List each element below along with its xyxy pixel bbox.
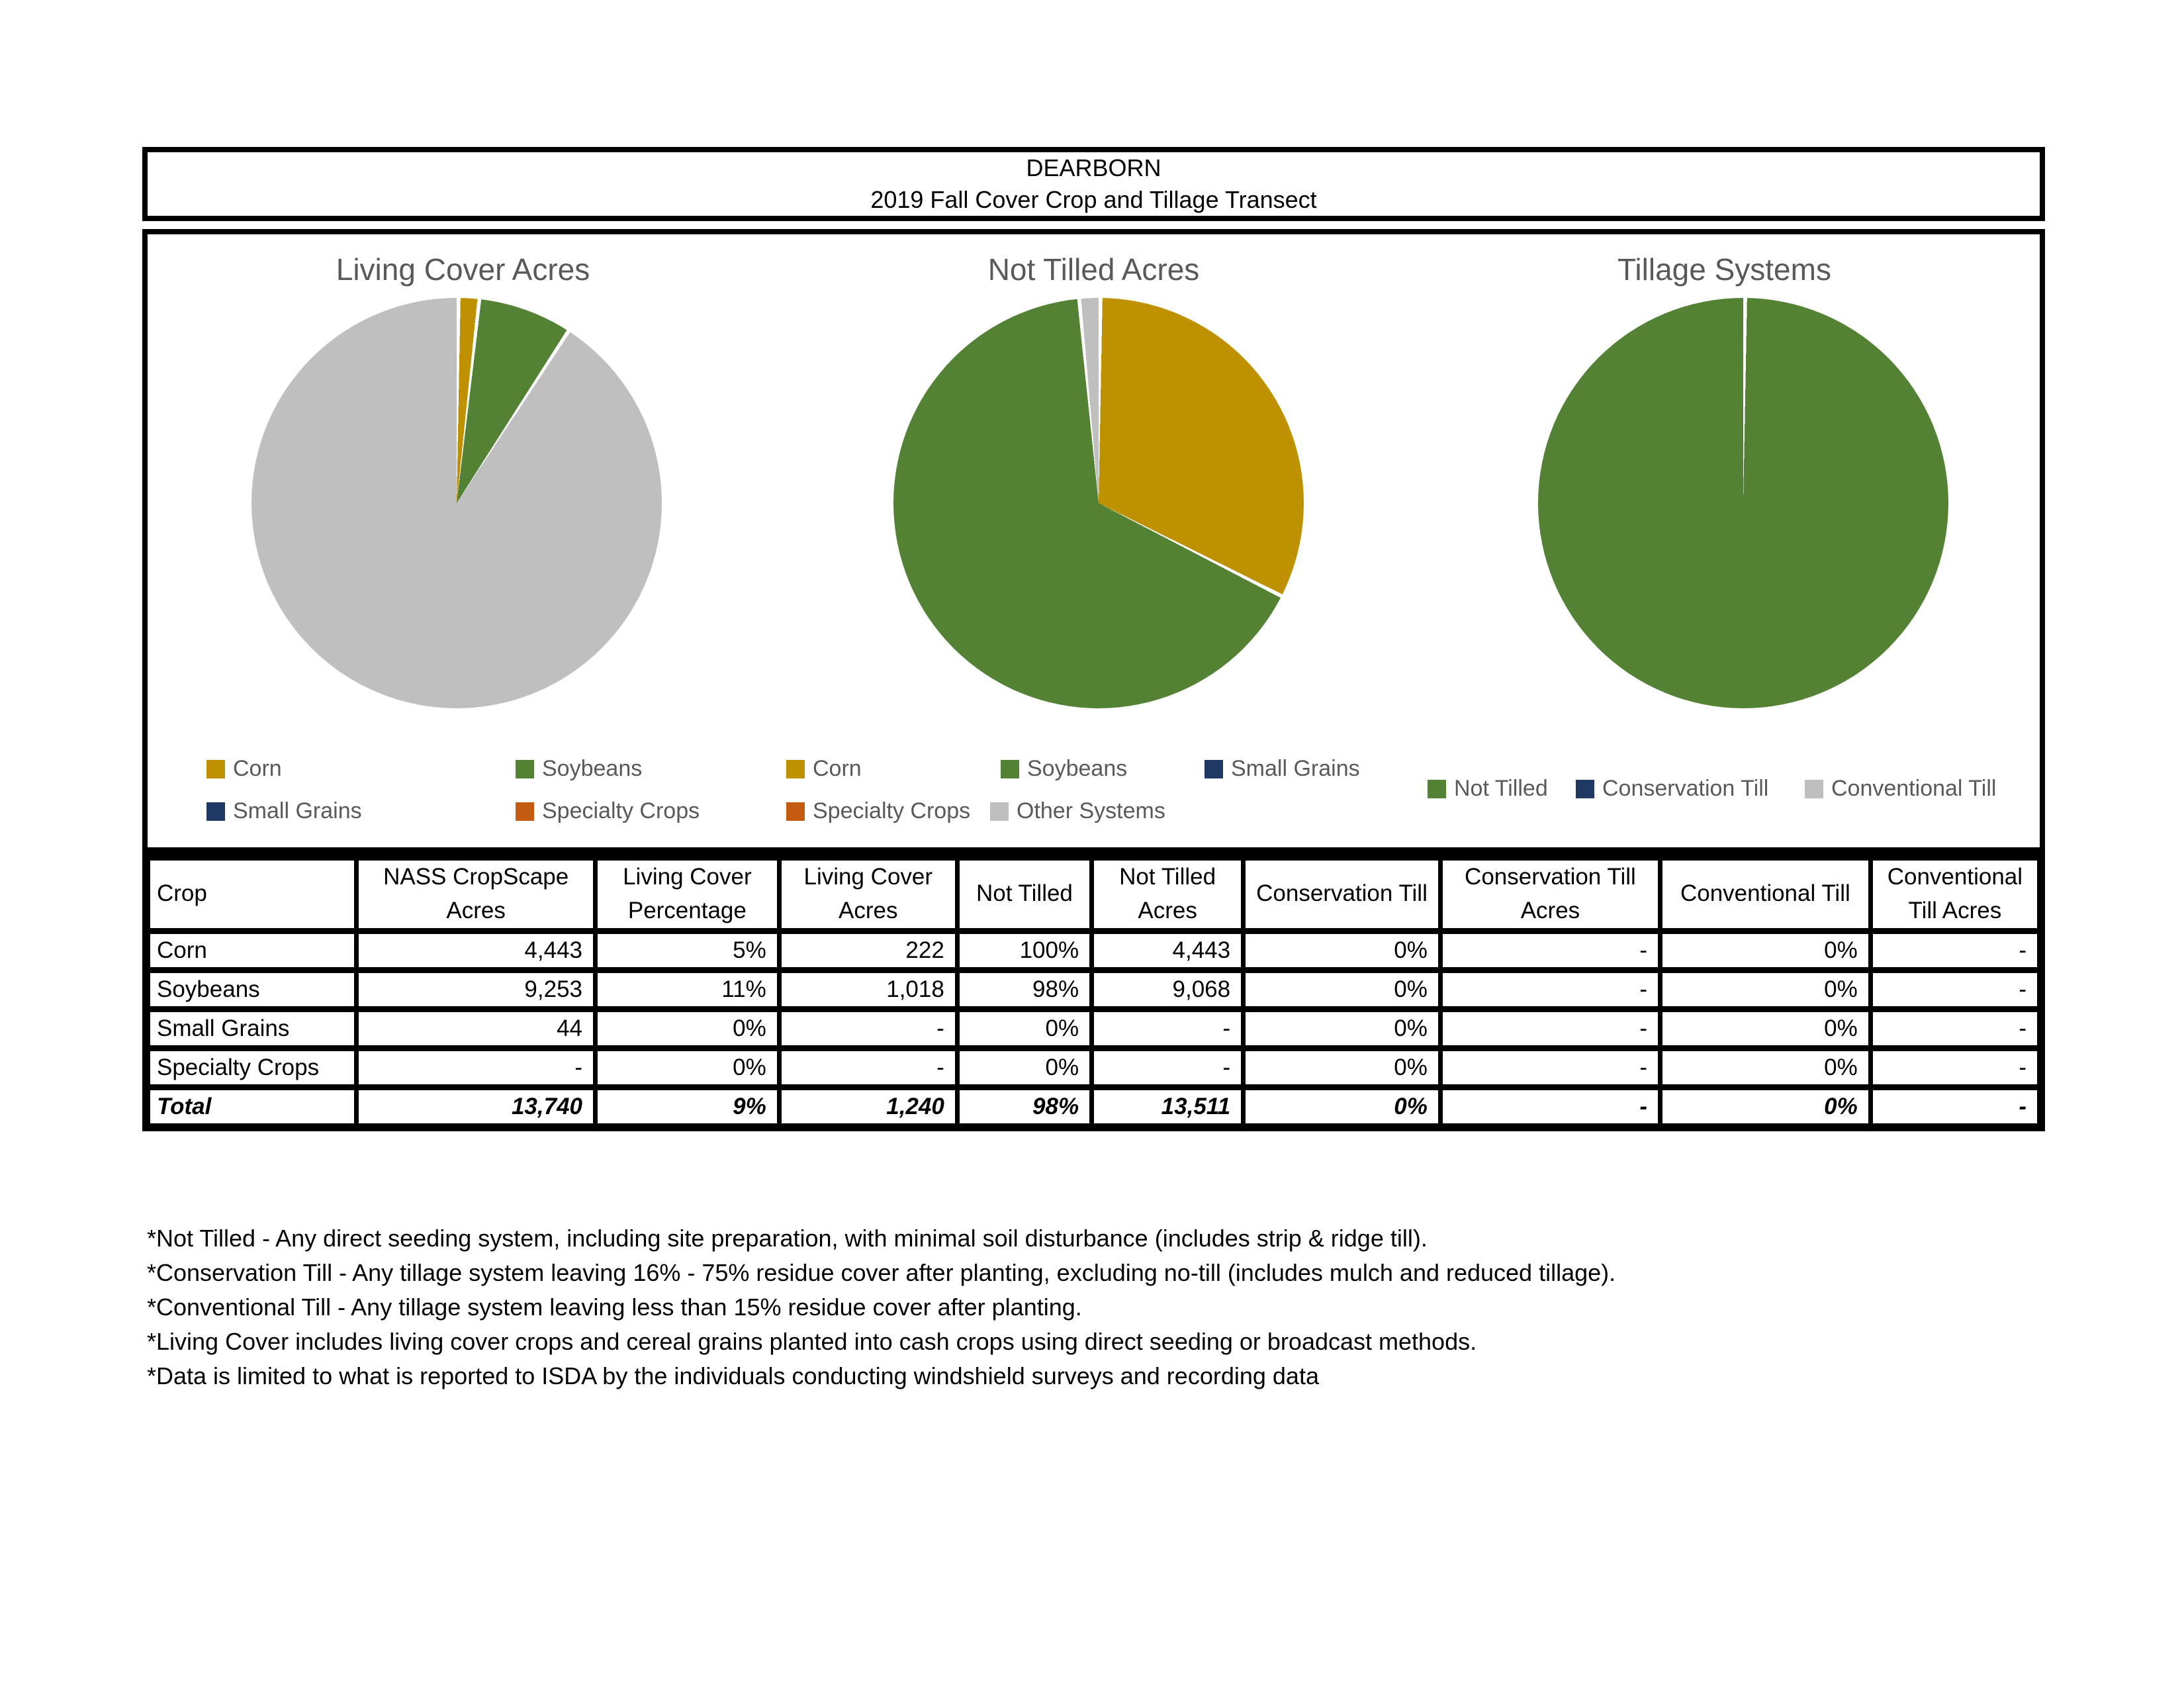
legend-item bbox=[206, 798, 362, 824]
cell: 0% bbox=[1244, 970, 1441, 1009]
cell: 1,240 bbox=[779, 1087, 957, 1127]
table-row-corn bbox=[146, 931, 2041, 970]
legend-item bbox=[990, 798, 1165, 824]
legend-item bbox=[786, 798, 970, 824]
cell: 9,253 bbox=[357, 970, 596, 1009]
cell: 98% bbox=[957, 970, 1091, 1009]
table-row-small-grains bbox=[146, 1009, 2041, 1048]
footnotes bbox=[147, 1221, 1615, 1393]
legend-item bbox=[516, 756, 642, 782]
cell-crop: Soybeans bbox=[146, 970, 357, 1009]
cell: 0% bbox=[1660, 931, 1870, 970]
legend-label: Other Systems bbox=[1017, 798, 1165, 823]
cell: 0% bbox=[957, 1048, 1091, 1087]
cell: - bbox=[1440, 970, 1660, 1009]
cell: - bbox=[1092, 1048, 1244, 1087]
legend-item bbox=[1428, 776, 1548, 802]
cell: 0% bbox=[1660, 1087, 1870, 1127]
legend-swatch-conventional-till bbox=[1805, 780, 1823, 798]
cell: 4,443 bbox=[1092, 931, 1244, 970]
legend-item bbox=[516, 798, 700, 824]
legend-item bbox=[1576, 776, 1768, 802]
cell: 5% bbox=[596, 931, 780, 970]
table-row-total bbox=[146, 1087, 2041, 1127]
cell: 9% bbox=[596, 1087, 780, 1127]
footnote-conventional-till: *Conventional Till - Any tillage system leaving less than 15% residue cover after planting. bbox=[147, 1293, 1082, 1321]
column-header-crop: Crop bbox=[146, 857, 357, 931]
cell: - bbox=[779, 1009, 957, 1048]
column-header-not-tilled-acres: Not Tilled Acres bbox=[1092, 857, 1244, 931]
cell: 0% bbox=[596, 1048, 780, 1087]
cell: - bbox=[1440, 1048, 1660, 1087]
pie-not-tilled-acres bbox=[893, 298, 1304, 708]
legend-swatch-corn bbox=[786, 760, 805, 778]
cell: 0% bbox=[1244, 1009, 1441, 1048]
cell: 0% bbox=[596, 1009, 780, 1048]
cell: 13,740 bbox=[357, 1087, 596, 1127]
cell: - bbox=[1870, 1009, 2041, 1048]
cell: - bbox=[1440, 1009, 1660, 1048]
column-header-conventional-till: Conventional Till bbox=[1660, 857, 1870, 931]
column-header-not-tilled: Not Tilled bbox=[957, 857, 1091, 931]
legend-label: Small Grains bbox=[1231, 756, 1360, 781]
cell: 4,443 bbox=[357, 931, 596, 970]
data-table bbox=[142, 853, 2045, 1131]
chart-living-cover-acres bbox=[148, 234, 778, 847]
cell: 98% bbox=[957, 1087, 1091, 1127]
cell: 0% bbox=[957, 1009, 1091, 1048]
charts-panel bbox=[142, 229, 2045, 853]
legend-item bbox=[1205, 756, 1360, 782]
cell: - bbox=[1440, 1087, 1660, 1127]
cell: - bbox=[1440, 931, 1660, 970]
report-subtitle: 2019 Fall Cover Crop and Tillage Transect bbox=[870, 186, 1317, 213]
legend-label: Specialty Crops bbox=[813, 798, 971, 823]
cell: 0% bbox=[1660, 1048, 1870, 1087]
legend-swatch-conservation-till bbox=[1576, 780, 1594, 798]
legend-swatch-other-systems bbox=[990, 802, 1009, 821]
column-header-conservation-till-acres: Conservation Till Acres bbox=[1440, 857, 1660, 931]
cell-crop-total: Total bbox=[146, 1087, 357, 1127]
legend-swatch-soybeans bbox=[1001, 760, 1019, 778]
chart-title: Not Tilled Acres bbox=[987, 252, 1200, 287]
report-title: DEARBORN bbox=[1026, 154, 1161, 182]
cell: 13,511 bbox=[1092, 1087, 1244, 1127]
table-row-specialty-crops bbox=[146, 1048, 2041, 1087]
report-header bbox=[142, 147, 2045, 221]
legend-swatch-specialty-crops bbox=[786, 802, 805, 821]
cell: 100% bbox=[957, 931, 1091, 970]
legend-swatch-specialty-crops bbox=[516, 802, 534, 821]
column-header-conventional-till-acres: Conventional Till Acres bbox=[1870, 857, 2041, 931]
legend-item bbox=[1805, 776, 1996, 802]
legend-label: Soybeans bbox=[1027, 756, 1128, 781]
column-header-living-cover-acres: Living Cover Acres bbox=[779, 857, 957, 931]
chart-title: Living Cover Acres bbox=[336, 252, 590, 287]
cell: 0% bbox=[1244, 931, 1441, 970]
legend-label: Conservation Till bbox=[1602, 776, 1769, 801]
pie-tillage-systems bbox=[1538, 298, 1948, 708]
cell: - bbox=[1870, 1048, 2041, 1087]
legend-item bbox=[206, 756, 282, 782]
footnote-not-tilled: *Not Tilled - Any direct seeding system, including site preparation, with minimal soil disturbance (includes strip & ridge till). bbox=[147, 1225, 1428, 1252]
cell: - bbox=[1870, 970, 2041, 1009]
cell: 222 bbox=[779, 931, 957, 970]
legend-label: Soybeans bbox=[542, 756, 643, 781]
legend-swatch-corn bbox=[206, 760, 225, 778]
legend-item bbox=[1001, 756, 1127, 782]
legend-label: Corn bbox=[233, 756, 282, 781]
pie-living-cover-acres bbox=[251, 298, 662, 708]
cell: 11% bbox=[596, 970, 780, 1009]
legend-label: Small Grains bbox=[233, 798, 362, 823]
cell: - bbox=[779, 1048, 957, 1087]
cell: 0% bbox=[1244, 1048, 1441, 1087]
cell: - bbox=[357, 1048, 596, 1087]
cell: 0% bbox=[1660, 970, 1870, 1009]
legend-label: Specialty Crops bbox=[542, 798, 700, 823]
column-header-nass-cropscape-acres: NASS CropScape Acres bbox=[357, 857, 596, 931]
column-header-living-cover-percentage: Living Cover Percentage bbox=[596, 857, 780, 931]
cell: 0% bbox=[1244, 1087, 1441, 1127]
legend-label: Conventional Till bbox=[1831, 776, 1997, 801]
footnote-data-limited: *Data is limited to what is reported to ISDA by the individuals conducting windshield surveys and recording data bbox=[147, 1362, 1319, 1389]
legend-swatch-small-grains bbox=[206, 802, 225, 821]
legend-swatch-small-grains bbox=[1205, 760, 1223, 778]
legend-label: Corn bbox=[813, 756, 862, 781]
legend-swatch-not-tilled bbox=[1428, 780, 1446, 798]
legend-label: Not Tilled bbox=[1454, 776, 1548, 801]
column-header-conservation-till: Conservation Till bbox=[1244, 857, 1441, 931]
table-row-soybeans bbox=[146, 970, 2041, 1009]
cell: - bbox=[1870, 1087, 2041, 1127]
table-header-row bbox=[146, 857, 2041, 931]
cell: 44 bbox=[357, 1009, 596, 1048]
legend-swatch-soybeans bbox=[516, 760, 534, 778]
cell-crop: Small Grains bbox=[146, 1009, 357, 1048]
legend-item bbox=[786, 756, 862, 782]
chart-title: Tillage Systems bbox=[1617, 252, 1831, 287]
cell: - bbox=[1870, 931, 2041, 970]
cell: 1,018 bbox=[779, 970, 957, 1009]
cell-crop: Corn bbox=[146, 931, 357, 970]
cell: 0% bbox=[1660, 1009, 1870, 1048]
cell: - bbox=[1092, 1009, 1244, 1048]
footnote-living-cover: *Living Cover includes living cover crops and cereal grains planted into cash crops using direct seeding or broadcast methods. bbox=[147, 1328, 1477, 1355]
cell-crop: Specialty Crops bbox=[146, 1048, 357, 1087]
cell: 9,068 bbox=[1092, 970, 1244, 1009]
chart-tillage-systems bbox=[1409, 234, 2040, 847]
footnote-conservation-till: *Conservation Till - Any tillage system leaving 16% - 75% residue cover after planting, excluding no-till (includes mulch and reduced tillage). bbox=[147, 1259, 1616, 1286]
chart-not-tilled-acres bbox=[778, 234, 1409, 847]
